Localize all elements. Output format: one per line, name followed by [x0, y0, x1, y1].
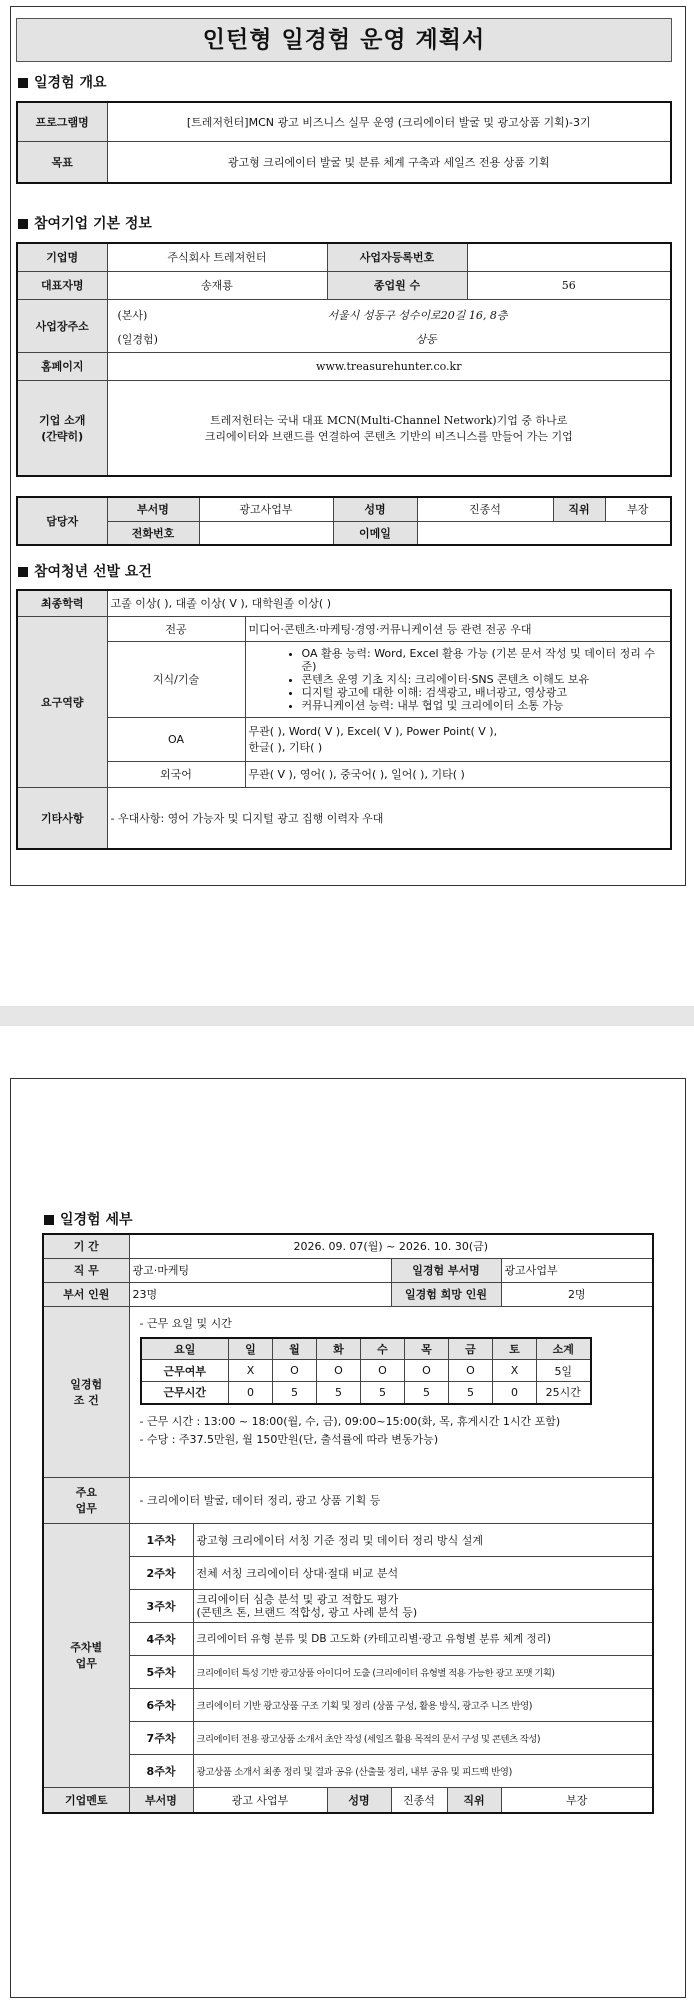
schedule-cell: 5일	[537, 1360, 591, 1382]
skill-item: • 커뮤니케이션 능력: 내부 협업 및 크리에이터 소통 가능	[302, 699, 667, 712]
period-label: 기 간	[43, 1234, 129, 1258]
skill-list	[250, 647, 667, 712]
contact-dept-value: 광고사업부	[199, 497, 333, 521]
job-label: 직 무	[43, 1258, 129, 1282]
mentor-label: 기업멘토	[43, 1787, 129, 1813]
mentor-name-label: 성명	[327, 1787, 391, 1813]
pay-note: - 수당 : 주37.5만원, 월 150만원(단, 출석률에 따라 변동가능)	[139, 1432, 439, 1446]
company-name-value: 주식회사 트레져헌터	[107, 243, 327, 271]
schedule-head-cell: 목	[405, 1338, 449, 1360]
schedule-head-cell: 토	[493, 1338, 537, 1360]
intro-label: 기업 소개 (간략히)	[17, 380, 107, 476]
schedule-head-cell: 요일	[141, 1338, 229, 1360]
schedule-cell: O	[449, 1360, 493, 1382]
contact-position-value: 부장	[605, 497, 671, 521]
week-label: 8주차	[129, 1754, 193, 1787]
conditions-label: 일경험 조 건	[43, 1306, 129, 1477]
schedule-cell: 0	[493, 1382, 537, 1404]
schedule-row-label: 근무여부	[141, 1360, 229, 1382]
mentor-position-value: 부장	[501, 1787, 653, 1813]
square-bullet-icon	[18, 219, 28, 229]
staff-label: 부서 인원	[43, 1282, 129, 1306]
goal-value: 광고형 크리에이터 발굴 및 분류 체계 구축과 세일즈 전용 상품 기획	[107, 141, 671, 183]
contact-dept-label: 부서명	[107, 497, 199, 521]
week-task: 크리에이터 기반 광고상품 구조 기획 및 정리 (상품 구성, 활용 방식, 광고주 니즈 반영)	[193, 1688, 653, 1721]
week-task: 크리에이터 유형 분류 및 DB 고도화 (카테고리별·광고 유형별 분류 체계 정리)	[193, 1622, 653, 1655]
work-schedule-table	[140, 1337, 592, 1405]
requirements-table	[16, 589, 672, 850]
ceo-label: 대표자명	[17, 271, 107, 299]
skill-list-cell	[245, 641, 671, 717]
work-time-note: - 근무 시간 : 13:00 ~ 18:00(월, 수, 금), 09:00~15:00(화, 목, 휴게시간 1시간 포함)	[139, 1414, 561, 1428]
mentor-dept-label: 부서명	[129, 1787, 193, 1813]
schedule-row-label: 근무시간	[141, 1382, 229, 1404]
schedule-cell: 5	[405, 1382, 449, 1404]
staff-value: 23명	[129, 1282, 391, 1306]
work-days-title: - 근무 요일 및 시간	[139, 1316, 232, 1330]
skill-item: • 콘텐츠 운영 기초 지식: 크리에이터·SNS 콘텐츠 이해도 보유	[302, 673, 667, 686]
oa-label: OA	[107, 717, 245, 761]
competency-label: 요구역량	[17, 616, 107, 787]
week-task: 크리에이터 심층 분석 및 광고 적합도 평가 (콘텐츠 톤, 브랜드 적합성, 광고 사례 분석 등)	[193, 1589, 653, 1622]
contact-email-label: 이메일	[333, 521, 417, 545]
schedule-cell: X	[493, 1360, 537, 1382]
major-label: 전공	[107, 616, 245, 641]
homepage-label: 홈페이지	[17, 352, 107, 380]
language-value: 무관( V ), 영어( ), 중국어( ), 일어( ), 기타( )	[245, 761, 671, 787]
reg-number-value	[467, 243, 671, 271]
schedule-head-cell: 금	[449, 1338, 493, 1360]
address-label: 사업장주소	[17, 299, 107, 352]
work-dept-label: 일경험 부서명	[391, 1258, 501, 1282]
period-value: 2026. 09. 07(월) ~ 2026. 10. 30(금)	[129, 1234, 653, 1258]
intro-line-2: 크리에이터와 브랜드를 연결하여 콘텐츠 기반의 비즈니스를 만들어 가는 기업	[204, 429, 573, 443]
hq-address: 서울시 성동구 성수이로20길 16, 8층	[327, 308, 508, 322]
skill-label: 지식/기술	[107, 641, 245, 717]
section-detail-heading: 일경험 세부	[44, 1209, 133, 1229]
square-bullet-icon	[18, 78, 28, 88]
week-task: 광고형 크리에이터 서칭 기준 정리 및 데이터 정리 방식 설계	[193, 1523, 653, 1556]
section-requirements-heading: 참여청년 선발 요건	[18, 561, 152, 581]
address-cell	[107, 299, 671, 352]
week-label: 2주차	[129, 1556, 193, 1589]
language-label: 외국어	[107, 761, 245, 787]
schedule-cell: 5	[449, 1382, 493, 1404]
week-label: 6주차	[129, 1688, 193, 1721]
square-bullet-icon	[44, 1215, 54, 1225]
schedule-head-cell: 월	[273, 1338, 317, 1360]
ceo-value: 송재룡	[107, 271, 327, 299]
schedule-head-cell: 화	[317, 1338, 361, 1360]
overview-table	[16, 101, 672, 184]
hq-label: (본사)	[117, 308, 148, 322]
skill-item: • 디지털 광고에 대한 이해: 검색광고, 배너광고, 영상광고	[302, 686, 667, 699]
schedule-cell: 5	[361, 1382, 405, 1404]
schedule-cell: O	[317, 1360, 361, 1382]
week-task: 크리에이터 전용 광고상품 소개서 초안 작성 (세일즈 활용 목적의 문서 구성 및 콘텐츠 작성)	[193, 1721, 653, 1754]
desired-count-value: 2명	[501, 1282, 653, 1306]
etc-label: 기타사항	[17, 787, 107, 849]
contact-position-label: 직위	[553, 497, 605, 521]
week-label: 4주차	[129, 1622, 193, 1655]
oa-value: 무관( ), Word( V ), Excel( V ), Power Point( V ), 한글( ), 기타( )	[245, 717, 671, 761]
schedule-cell: O	[405, 1360, 449, 1382]
contact-phone-value	[199, 521, 333, 545]
weekly-task-label: 주차별 업무	[43, 1523, 129, 1787]
week-label: 1주차	[129, 1523, 193, 1556]
education-value: 고졸 이상( ), 대졸 이상( V ), 대학원졸 이상( )	[107, 590, 671, 616]
main-task-value: - 크리에이터 발굴, 데이터 정리, 광고 상품 기획 등	[129, 1477, 653, 1523]
work-dept-value: 광고사업부	[501, 1258, 653, 1282]
etc-value: - 우대사항: 영어 가능자 및 디지털 광고 집행 이력자 우대	[107, 787, 671, 849]
employees-label: 종업원 수	[327, 271, 467, 299]
reg-number-label: 사업자등록번호	[327, 243, 467, 271]
section-overview-heading: 일경험 개요	[18, 72, 107, 92]
major-value: 미디어·콘텐츠·마케팅·경영·커뮤니케이션 등 관련 전공 우대	[245, 616, 671, 641]
mentor-name-value: 진종석	[391, 1787, 447, 1813]
week-label: 7주차	[129, 1721, 193, 1754]
section-company-heading: 참여기업 기본 정보	[18, 213, 152, 233]
contact-table	[16, 496, 672, 546]
schedule-cell: 5	[273, 1382, 317, 1404]
week-task: 광고상품 소개서 최종 정리 및 결과 공유 (산출물 정리, 내부 공유 및 피드백 반영)	[193, 1754, 653, 1787]
company-name-label: 기업명	[17, 243, 107, 271]
employees-value: 56	[467, 271, 671, 299]
contact-phone-label: 전화번호	[107, 521, 199, 545]
site-label: (일경험)	[117, 332, 158, 346]
week-label: 3주차	[129, 1589, 193, 1622]
schedule-head-cell: 수	[361, 1338, 405, 1360]
document-title: 인턴형 일경험 운영 계획서	[16, 18, 672, 62]
schedule-cell: 0	[229, 1382, 273, 1404]
document-page-2	[0, 1026, 694, 2002]
contact-name-label: 성명	[333, 497, 417, 521]
contact-email-value	[417, 521, 671, 545]
contact-label: 담당자	[17, 497, 107, 545]
contact-name-value: 진종석	[417, 497, 553, 521]
schedule-cell: 5	[317, 1382, 361, 1404]
site-address: 상동	[415, 332, 437, 346]
education-label: 최종학력	[17, 590, 107, 616]
company-table	[16, 242, 672, 477]
week-task: 크리에이터 특성 기반 광고상품 아이디어 도출 (크리에이터 유형별 적용 가능한 광고 포맷 기획)	[193, 1655, 653, 1688]
week-label: 5주차	[129, 1655, 193, 1688]
program-value: [트레저헌터]MCN 광고 비즈니스 실무 운영 (크리에이터 발굴 및 광고상품 기획)-3기	[107, 102, 671, 141]
program-label: 프로그램명	[17, 102, 107, 141]
main-task-label: 주요 업무	[43, 1477, 129, 1523]
schedule-head-cell: 소계	[537, 1338, 591, 1360]
schedule-cell: O	[361, 1360, 405, 1382]
desired-count-label: 일경험 희망 인원	[391, 1282, 501, 1306]
mentor-dept-value: 광고 사업부	[193, 1787, 327, 1813]
schedule-cell: 25시간	[537, 1382, 591, 1404]
goal-label: 목표	[17, 141, 107, 183]
schedule-cell: X	[229, 1360, 273, 1382]
skill-item: • OA 활용 능력: Word, Excel 활용 가능 (기본 문서 작성 및 데이터 정리 수준)	[302, 647, 667, 673]
intro-line-1: 트레저헌터는 국내 대표 MCN(Multi-Channel Network)기업 중 하나로	[210, 413, 568, 427]
week-task: 전체 서칭 크리에이터 상대·절대 비교 분석	[193, 1556, 653, 1589]
homepage-value: www.treasurehunter.co.kr	[107, 352, 671, 380]
job-value: 광고·마케팅	[129, 1258, 391, 1282]
detail-table	[42, 1233, 654, 1814]
square-bullet-icon	[18, 567, 28, 577]
conditions-cell	[129, 1306, 653, 1477]
mentor-position-label: 직위	[447, 1787, 501, 1813]
schedule-head-cell: 일	[229, 1338, 273, 1360]
schedule-cell: O	[273, 1360, 317, 1382]
intro-value	[107, 380, 671, 476]
